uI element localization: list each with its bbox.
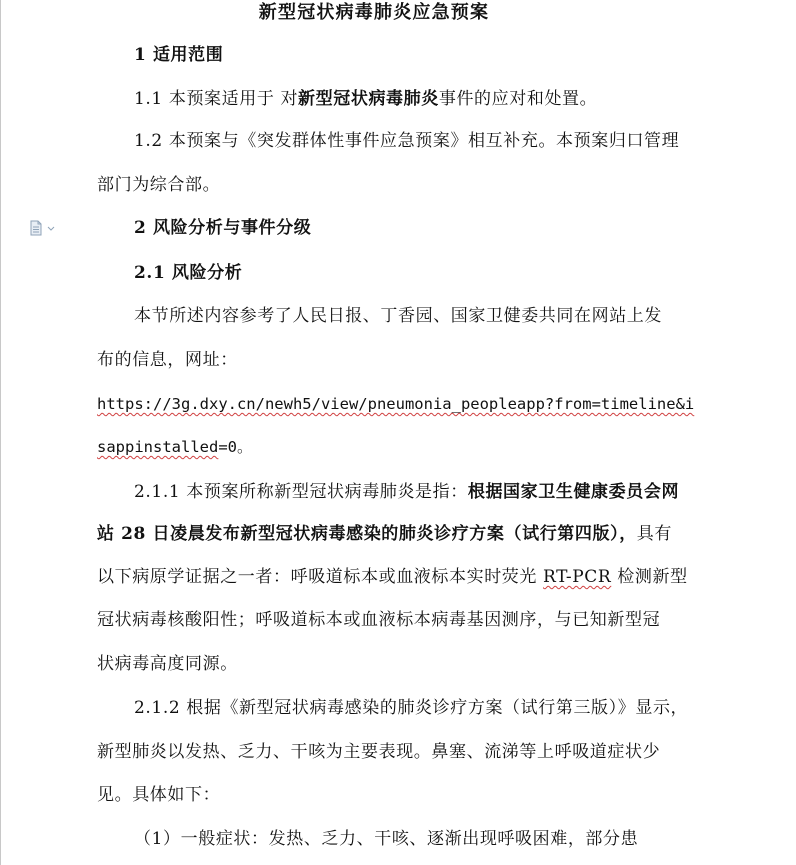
paragraph-2-1-1-line-4: 冠状病毒核酸阳性；呼吸道标本或血液标本病毒基因测序，与已知新型冠 bbox=[97, 610, 661, 630]
paragraph-2-1-1-line-3 bbox=[97, 566, 688, 588]
url-link-line-2 bbox=[97, 436, 253, 458]
url-link-tail[interactable]: sappinstalled bbox=[97, 438, 219, 456]
paragraph-2-1-line-1: 本节所述内容参考了人民日报、丁香园、国家卫健委共同在网站上发 bbox=[134, 306, 662, 326]
document-title: 新型冠状病毒肺炎应急预案 bbox=[258, 2, 490, 23]
section-2-heading: 2 风险分析与事件分级 bbox=[134, 218, 312, 238]
url-line-2-rest: =0。 bbox=[218, 438, 253, 456]
paragraph-2-1-1-prefix: 2.1.1 本预案所称新型冠状病毒肺炎是指： bbox=[134, 482, 468, 502]
section-1-heading: 1 适用范围 bbox=[134, 45, 224, 65]
paragraph-2-1-1-bold-2: 站 28 日凌晨发布新型冠状病毒感染的肺炎诊疗方案（试行第四版）， bbox=[97, 524, 637, 544]
url-link-line-1[interactable]: https://3g.dxy.cn/newh5/view/pneumonia_peopleapp?from=timeline&i bbox=[97, 395, 695, 413]
chevron-down-icon bbox=[48, 227, 54, 230]
paragraph-1-2-line-1: 1.2 本预案与《突发群体性事件应急预案》相互补充。本预案归口管理 bbox=[134, 131, 680, 151]
paragraph-1-2-line-2: 部门为综合部。 bbox=[97, 175, 221, 195]
paragraph-2-1-1-line-2-rest: 具有 bbox=[636, 524, 672, 544]
paragraph-1-1-suffix: 事件的应对和处置。 bbox=[438, 89, 598, 109]
paragraph-options[interactable] bbox=[30, 220, 56, 236]
paragraph-2-1-2-line-1: 2.1.2 根据《新型冠状病毒感染的肺炎诊疗方案（试行第三版）》显示， bbox=[134, 698, 689, 718]
paragraph-2-1-1-line-2 bbox=[97, 523, 672, 545]
paragraph-2-1-1-line-1 bbox=[134, 481, 679, 503]
list-item-1-line-1: （1）一般症状：发热、乏力、干咳、逐渐出现呼吸困难，部分患 bbox=[134, 829, 639, 849]
paragraph-1-1 bbox=[134, 88, 597, 110]
paragraph-2-1-1-line-3-suffix: 检测新型 bbox=[611, 567, 688, 587]
paragraph-2-1-1-line-3-prefix: 以下病原学证据之一者：呼吸道标本或血液标本实时荧光 bbox=[97, 567, 544, 587]
paragraph-1-1-prefix: 1.1 本预案适用于 对 bbox=[134, 89, 299, 109]
paragraph-2-1-1-line-5: 状病毒高度同源。 bbox=[97, 654, 238, 674]
section-2-1-heading: 2.1 风险分析 bbox=[134, 263, 243, 283]
page-left-edge bbox=[0, 0, 1, 865]
document-icon bbox=[30, 220, 56, 236]
paragraph-1-1-bold: 新型冠状病毒肺炎 bbox=[298, 89, 439, 109]
paragraph-2-1-1-bold-1: 根据国家卫生健康委员会网 bbox=[467, 482, 680, 502]
paragraph-2-1-2-line-3: 见。具体如下： bbox=[97, 785, 221, 805]
rt-pcr-term: RT-PCR bbox=[543, 567, 612, 587]
paragraph-2-1-2-line-2: 新型肺炎以发热、乏力、干咳为主要表现。鼻塞、流涕等上呼吸道症状少 bbox=[97, 742, 661, 762]
paragraph-2-1-line-2: 布的信息，网址： bbox=[97, 350, 238, 370]
